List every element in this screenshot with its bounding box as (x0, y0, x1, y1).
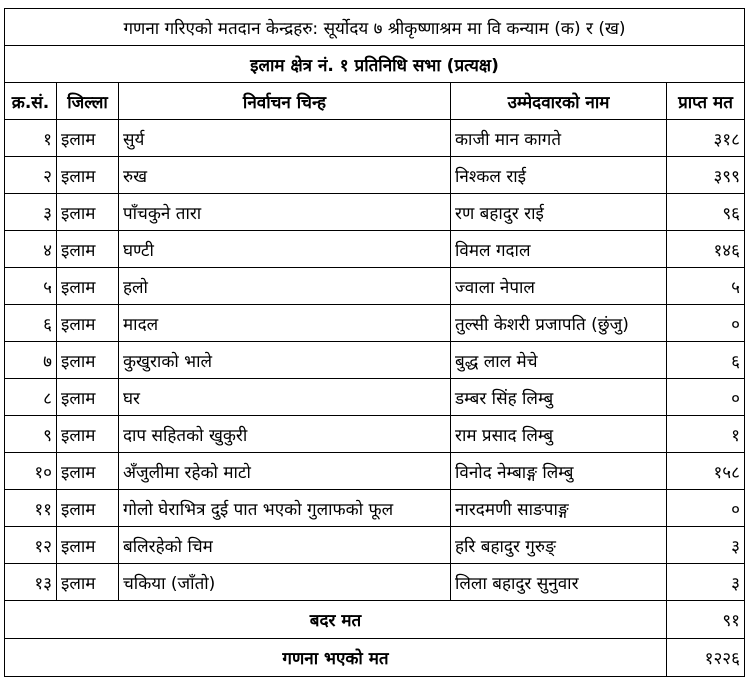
cell-votes: १४६ (667, 231, 745, 268)
table-row (5, 157, 745, 194)
cell-votes: १५८ (667, 453, 745, 490)
cell-candidate: तुल्सी केशरी प्रजापति (छुंजु) (451, 305, 667, 342)
cell-sn: ४ (5, 231, 57, 268)
header-votes: प्राप्त मत (667, 83, 745, 120)
cell-symbol: गोलो घेराभित्र दुई पात भएको गुलाफको फूल (119, 490, 451, 527)
cell-votes: ३ (667, 527, 745, 564)
cell-candidate: बुद्ध लाल मेचे (451, 342, 667, 379)
cell-candidate: राम प्रसाद लिम्बु (451, 416, 667, 453)
cell-symbol: अँजुलीमा रहेको माटो (119, 453, 451, 490)
cell-district: इलाम (57, 231, 119, 268)
cell-votes: १ (667, 416, 745, 453)
cell-symbol: घर (119, 379, 451, 416)
table-row (5, 342, 745, 379)
header-district: जिल्ला (57, 83, 119, 120)
cell-sn: ३ (5, 194, 57, 231)
cell-symbol: रुख (119, 157, 451, 194)
table-row (5, 231, 745, 268)
table-row (5, 194, 745, 231)
cell-symbol: बलिरहेको चिम (119, 527, 451, 564)
cell-symbol: घण्टी (119, 231, 451, 268)
cell-candidate: हरि बहादुर गुरुङ् (451, 527, 667, 564)
cell-symbol: दाप सहितको खुकुरी (119, 416, 451, 453)
cell-symbol: कुखुराको भाले (119, 342, 451, 379)
header-sn: क्र.सं. (5, 83, 57, 120)
invalid-votes-row (5, 601, 745, 639)
cell-candidate: ज्वाला नेपाल (451, 268, 667, 305)
cell-votes: ० (667, 490, 745, 527)
cell-sn: ७ (5, 342, 57, 379)
cell-district: इलाम (57, 157, 119, 194)
cell-candidate: लिला बहादुर सुनुवार (451, 564, 667, 601)
table-row (5, 490, 745, 527)
cell-votes: ० (667, 305, 745, 342)
cell-votes: ६ (667, 342, 745, 379)
subtitle-row (5, 46, 745, 83)
table-row (5, 268, 745, 305)
header-row (5, 83, 745, 120)
cell-symbol: पाँचकुने तारा (119, 194, 451, 231)
cell-symbol: सुर्य (119, 120, 451, 157)
cell-district: इलाम (57, 527, 119, 564)
cell-sn: १ (5, 120, 57, 157)
cell-votes: ९६ (667, 194, 745, 231)
cell-sn: २ (5, 157, 57, 194)
cell-district: इलाम (57, 416, 119, 453)
counted-votes-row (5, 639, 745, 677)
invalid-votes-value: ९१ (667, 601, 745, 639)
cell-district: इलाम (57, 564, 119, 601)
invalid-votes-label: बदर मत (5, 601, 667, 639)
cell-sn: ११ (5, 490, 57, 527)
cell-sn: १२ (5, 527, 57, 564)
table-row (5, 527, 745, 564)
cell-symbol: चकिया (जाँतो) (119, 564, 451, 601)
cell-district: इलाम (57, 379, 119, 416)
cell-district: इलाम (57, 342, 119, 379)
cell-district: इलाम (57, 305, 119, 342)
table-row (5, 379, 745, 416)
cell-district: इलाम (57, 268, 119, 305)
cell-symbol: मादल (119, 305, 451, 342)
cell-sn: ८ (5, 379, 57, 416)
cell-candidate: काजी मान कागते (451, 120, 667, 157)
header-symbol: निर्वाचन चिन्ह (119, 83, 451, 120)
cell-votes: ० (667, 379, 745, 416)
cell-sn: ५ (5, 268, 57, 305)
cell-votes: ३१८ (667, 120, 745, 157)
cell-district: इलाम (57, 453, 119, 490)
cell-votes: ३ (667, 564, 745, 601)
cell-candidate: विमल गदाल (451, 231, 667, 268)
cell-district: इलाम (57, 194, 119, 231)
cell-candidate: नारदमणी साङपाङ्ग (451, 490, 667, 527)
cell-votes: ५ (667, 268, 745, 305)
constituency-title: इलाम क्षेत्र नं. १ प्रतिनिधि सभा (प्रत्यक्ष) (5, 46, 745, 83)
cell-sn: ६ (5, 305, 57, 342)
cell-candidate: डम्बर सिंह लिम्बु (451, 379, 667, 416)
table-row (5, 305, 745, 342)
cell-sn: १३ (5, 564, 57, 601)
cell-votes: ३९९ (667, 157, 745, 194)
table-row (5, 453, 745, 490)
cell-district: इलाम (57, 490, 119, 527)
cell-sn: ९ (5, 416, 57, 453)
page-title: गणना गरिएको मतदान केन्द्रहरु: सूर्योदय ७ श्रीकृष्णाश्रम मा वि कन्याम (क) र (ख) (5, 9, 745, 46)
results-table (4, 8, 745, 677)
table-row (5, 120, 745, 157)
cell-sn: १० (5, 453, 57, 490)
title-row (5, 9, 745, 46)
cell-district: इलाम (57, 120, 119, 157)
header-candidate: उम्मेदवारको नाम (451, 83, 667, 120)
cell-candidate: विनोद नेम्बाङ्ग लिम्बु (451, 453, 667, 490)
counted-votes-value: १२२६ (667, 639, 745, 677)
counted-votes-label: गणना भएको मत (5, 639, 667, 677)
cell-candidate: रण बहादुर राई (451, 194, 667, 231)
table-row (5, 416, 745, 453)
cell-candidate: निश्कल राई (451, 157, 667, 194)
results-sheet (4, 8, 745, 677)
cell-symbol: हलो (119, 268, 451, 305)
table-row (5, 564, 745, 601)
